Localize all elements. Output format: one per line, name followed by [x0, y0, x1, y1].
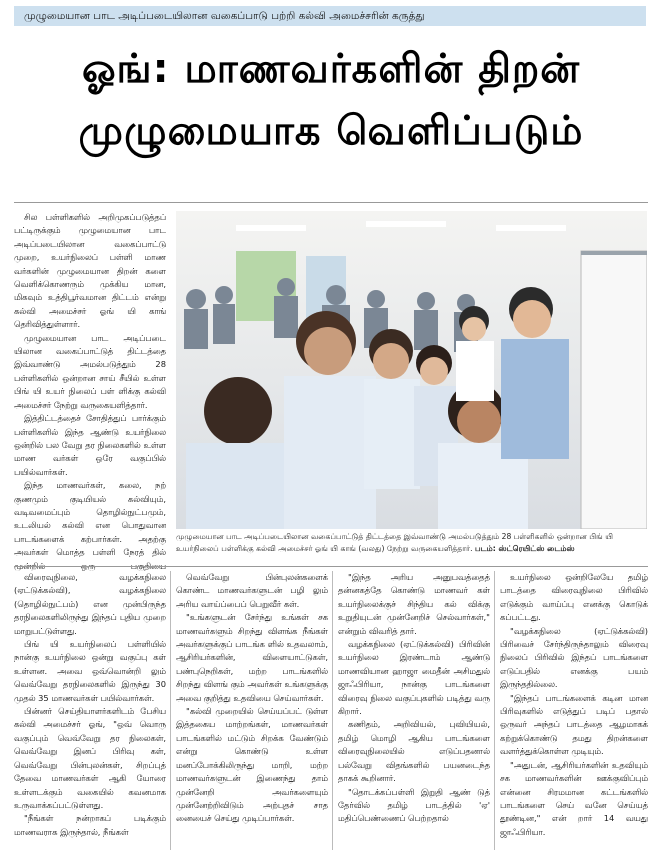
paragraph: உயர்நிலை ஒன்றிலேயே தமிழ் பாடத்தை விரைவுநிலை பிரிவில் எடுக்கும் வாய்ப்பு எனக்கு கொடுக் கப்பட்டது. — [500, 572, 648, 623]
paragraph: "இந்தப் பாடங்களைக் கடின மான பிரிவுகளில் எடுத்துப் படிப் பதால் ஒருவர் அந்தப் பாடத்தை ஆழமாகக் கற்றுக்கொண்டு தமது திறன்களை வளர்த்துக்கொள்ள முடியும். — [500, 692, 648, 757]
headline — [14, 38, 648, 162]
text-column-2 — [176, 571, 328, 850]
classroom-photo — [176, 211, 647, 529]
paragraph: "நீங்கள் நன்றாகப் படிக்கும் மாணவராக இருந்தால், நீங்கள் — [14, 813, 166, 837]
headline-line-1: ஓங்: மாணவர்களின் திறன் — [82, 46, 580, 92]
column-divider — [494, 571, 495, 850]
photo-caption — [176, 531, 647, 563]
paragraph: சில பள்ளிகளில் அறிமுகப்படுத்தப் பட்டிருக்கும் முழுமையான பாட அடிப்படையிலான வகைப்பாட்டு முறை, உயர்நிலைப் பள்ளி மாண வர்களின் முழுமையான திறன் களை வெளிக்கொணரும் முக்கிய மான, மிகவும் உத்திபூர்வமான திட்டம் என்று கல்வி அமைச்சர் ஓங் யி காங் தெரிவித்துள்ளார். — [14, 212, 166, 330]
photo-credit: படம்: ஸ்ட்ரெயிட்ஸ் டைம்ஸ் — [474, 544, 575, 553]
news-photo — [176, 211, 647, 529]
column-divider — [332, 571, 333, 850]
caption-text: முழுமையான பாட அடிப்படையிலான வகைப்பாட்டுத் திட்டத்தை இவ்வாண்டு அமல்படுத்தும் 28 பள்ளிகளில் ஒன்றான பிங் யி உயர்நிலைப் பள்ளிக்கு கல்வி அமைச்சர் ஓங் யி காங் (வலது) நேற்று வருகையளித்தார். — [176, 532, 614, 553]
divider — [14, 202, 648, 203]
paragraph: முழுமையான பாட அடிப்படை யிலான வகைப்பாட்டுத் திட்டத்தை இவ்வாண்டு அமல்படுத்தும் 28 பள்ளிகளில் ஒன்றான சாய் சீயில் உள்ள பிங் யி உயர் நிலைப் பள் ளிக்கு கல்வி அமைச்சர் நேற்று வருகையளித்தார். — [14, 332, 166, 410]
paragraph: கணிதம், அறிவியல், புவியியல், தமிழ் மொழி ஆகிய பாடங்களை விரைவுநிலையில் எடுப்பதனால் பல்வேறு விதங்களில் பயனடைந்த தாகக் கூறினார். — [338, 719, 490, 784]
divider — [14, 566, 648, 567]
headline-line-2: முழுமையாக வெளிப்படும் — [78, 108, 584, 154]
text-column-3 — [338, 571, 490, 850]
paragraph: "அதுடன், ஆசிரியர்களின் உதவியும் சக மாணவர்களின் ஊக்குவிப்பும் என்னை சிரமமான கட்டங்களில் பாடங்களை செய் வனே செய்யத் தூண்டின," என் றார் 14 வயது ஜாஃபிரியா. — [500, 759, 648, 837]
paragraph: பின்னர் செய்தியாளர்களிடம் பேசிய கல்வி அமைச்சர் ஓங், "ஒவ் வொரு வகுப்பும் வெவ்வேறு தர நிலைகள், வெவ்வேறு இனப் பிரிவு கள், வெவ்வேறு பின்புலன்கள், சிறப்புத் தேவை மாணவர்கள் ஆகி யோரை உள்ளடக்கும் வகையில் கவனமாக உருவாக்கப்பட்டுள்ளது. — [14, 706, 166, 810]
paragraph: "இந்த அரிய அனுபவத்தைத் தன்னகத்தே கொண்டு மாணவர் கள் உயர்நிலைக்குச் சிந்திய கல் விக்கு உறுதியுடன் முன்னேறிச் செல்வார்கள்," என்றும் விவரித் தார். — [338, 572, 490, 636]
intro-column — [14, 211, 166, 571]
paragraph: "தொடக்கப்பள்ளி இறுதி ஆண் டுத் தேர்வில் தமிழ் பாடத்தில் 'ஏ' மதிப்பெண்ணைப் பெற்றதால் — [338, 786, 490, 824]
text-column-1 — [14, 571, 166, 850]
paragraph: இத்திட்டத்தைச் சோதித்துப் பார்க்கும் பள்ளிகளில் இந்த ஆண்டு உயர்நிலை ஒன்றில் பல வேறு தர நிலைகளில் உள்ள மாண வர்கள் ஒரே வகுப்பில் பயில்வார்கள். — [14, 413, 166, 477]
paragraph: இந்த மாணவர்கள், கலை, நற் குணமும் குடியியல் கல்வியும், வடிவமைப்பும் தொழில்நுட்பமும், உடலியல் கல்வி என பொதுவான பாடங்களைக் கற்பார்கள். அதற்கு அவர்கள் மொத்த பள்ளி நேரத் தில் — [14, 480, 166, 558]
paragraph: "உங்களுடன் சேர்ந்து உங்கள் சக மாணவர்களும் சிறந்து விளங்க நீங்கள் அவர்களுக்குப் பாடங்க ளில் உதவலாம், ஆசிரியர்களின், விளையாட்டுகள், பண்புநெறிகள், மற்ற பாடங்களில் சிறந்து விளங் கும் அவர்கள் உங்களுக்கு அவை குறித்து உதவியை செய்வார்கள். — [176, 612, 328, 703]
column-divider — [170, 571, 171, 850]
paragraph: வழக்கநிலை (ஏட்டுக்கல்வி) பிரிவின் உயர்நிலை இரண்டாம் ஆண்டு மாணவியான ஹாஜா மைதீன் அசிமதுல் ஜாஃபிரியா, நான்கு பாடங்களை விரைவு நிலை வகுப்புகளில் படித்து வரு கிறார். — [338, 639, 490, 717]
paragraph: "கல்வி முறையில் செய்யப்பட் டுள்ள இத்தகைய மாற்றங்கள், மாணவர்கள் பாடங்களில் மட்டும் சிறக்க வேண்டும் என்று கொண்டு உள்ள மனப்போக்கிலிருந்து மாறி, மற்ற மாணவர்களுடன் இணைந்து தாம் முன்னேறி அவர்களையும் முன்னேற்றிவிடும் அற்புதச் சாத னையைச் செய்து முடிப்பார்கள். — [176, 706, 328, 824]
paragraph: பிங் யி உயர்நிலைப் பள்ளியில் நான்கு உயர்நிலை ஒன்று வகுப்பு கள் உள்ளன. அவை ஒவ்வொன்றி லும் வெவ்வேறு தரநிலைகளில் இருந்து 30 முதல் 35 மாணவர்கள் பயில்வார்கள். — [14, 639, 166, 703]
text-column-4 — [500, 571, 648, 850]
kicker-banner: முழுமையான பாட அடிப்படையிலான வகைப்பாடு பற்றி கல்வி அமைச்சரின் கருத்து — [14, 6, 646, 26]
paragraph: வெவ்வேறு பின்புலன்களைக் கொண்ட மாணவர்களுடன் பழி லும் அரிய வாய்ப்பைப் பெறுவீர் கள். — [176, 572, 328, 609]
paragraph: விரைவுநிலை, வழக்கநிலை (ஏட்டுக்கல்வி), வழக்கநிலை (தொழில்நுட்பம்) என முன்பிருந்த தரநிலைகளிலிருந்து இந்தப் புதிய முறை மாறுபட்டுள்ளது. — [14, 572, 166, 636]
paragraph: "வழக்கநிலை (ஏட்டுக்கல்வி) பிரிவைச் சேர்ந்திருந்தாலும் விரைவு நிலைப் பிரிவில் இந்தப் பாடங்களை எடுப்பதில் எனக்கு பயம் இருந்ததில்லை. — [500, 625, 648, 690]
